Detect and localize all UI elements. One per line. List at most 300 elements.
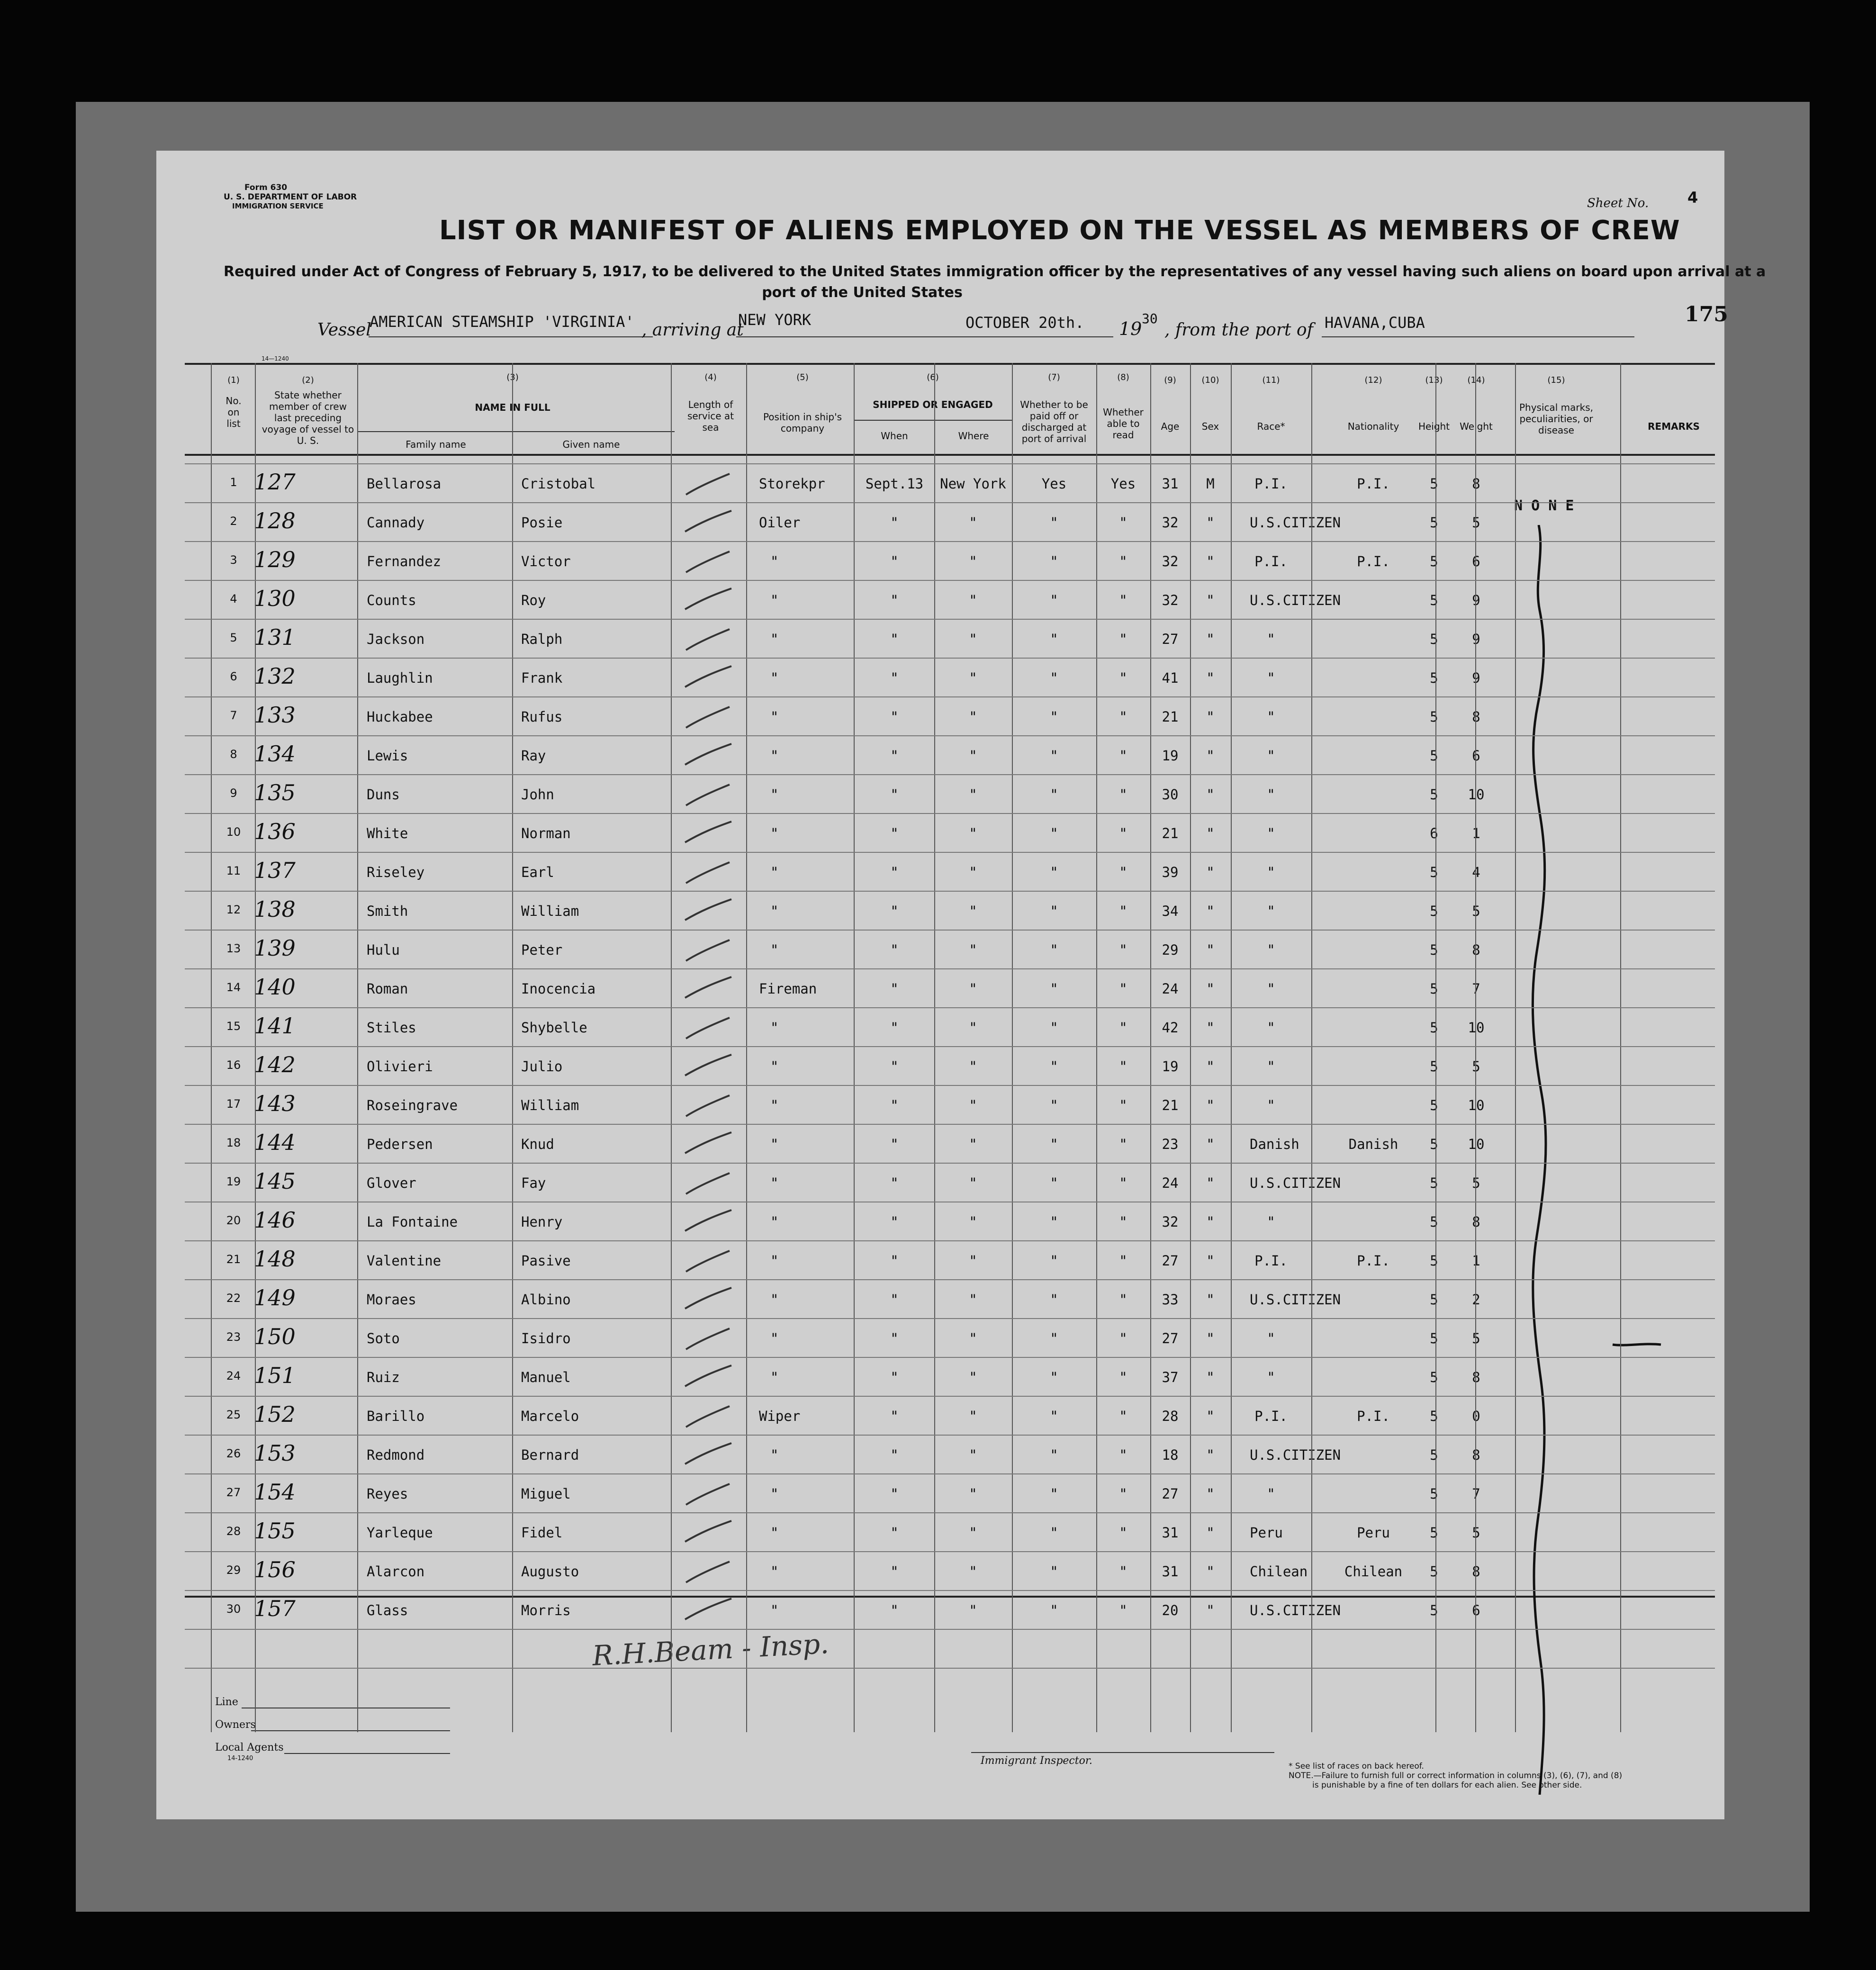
column-number: (12) xyxy=(1364,375,1382,385)
paid-off: " xyxy=(1050,709,1058,725)
shipped-when: " xyxy=(890,515,899,531)
name-header-divider xyxy=(357,431,675,432)
page-subtitle: Required under Act of Congress of February 5, 1917, to be delivered to the United States immigration officer by the representatives of any vessel having such aliens on board upon arrival at a xyxy=(224,263,1766,280)
shipped-where: " xyxy=(969,1292,977,1308)
age: 19 xyxy=(1162,1058,1179,1075)
sheet-number-label: Sheet No. xyxy=(1587,196,1649,210)
service-check-mark xyxy=(682,858,734,886)
given-name: Peter xyxy=(521,942,563,958)
service-check-mark xyxy=(682,1285,734,1313)
table-column-rule xyxy=(1311,363,1312,1732)
able-to-read: " xyxy=(1119,1602,1127,1618)
family-name: Smith xyxy=(367,903,408,919)
given-name: Manuel xyxy=(521,1369,571,1385)
service-check-mark xyxy=(682,1479,734,1508)
sex: " xyxy=(1206,592,1215,608)
table-row-rule xyxy=(185,1240,1715,1241)
table-row-rule xyxy=(185,930,1715,931)
row-number: 21 xyxy=(226,1253,241,1266)
paid-off: " xyxy=(1050,1369,1058,1385)
weight: 5 xyxy=(1472,1330,1480,1346)
family-name: Cannady xyxy=(367,515,425,531)
height: 5 xyxy=(1430,1525,1438,1541)
family-name: Stiles xyxy=(367,1020,416,1036)
shipped-where: " xyxy=(969,1369,977,1385)
given-name: Morris xyxy=(521,1602,571,1618)
column-number: (7) xyxy=(1048,372,1060,382)
weight: 5 xyxy=(1472,515,1480,531)
paid-off: " xyxy=(1050,942,1058,958)
crew-number: 156 xyxy=(254,1557,296,1582)
weight: 10 xyxy=(1468,786,1485,803)
header-family-name: Family name xyxy=(406,439,466,450)
service-check-mark xyxy=(682,469,734,497)
weight: 10 xyxy=(1468,1020,1485,1036)
table-row-rule xyxy=(185,1085,1715,1086)
table-column-rule xyxy=(512,363,513,1732)
table-row-rule xyxy=(185,1124,1715,1125)
weight: 0 xyxy=(1472,1408,1480,1424)
table-row-rule xyxy=(185,1357,1715,1358)
header-physical-marks: Physical marks, peculiarities, or disease xyxy=(1519,402,1594,436)
shipped-when: " xyxy=(890,864,899,880)
sex: " xyxy=(1206,1292,1215,1308)
race: " xyxy=(1267,786,1275,803)
shipped-where: " xyxy=(969,592,977,608)
crew-number: 142 xyxy=(254,1052,296,1077)
weight: 8 xyxy=(1472,709,1480,725)
family-name: Reyes xyxy=(367,1486,408,1502)
race: " xyxy=(1267,903,1275,919)
family-name: Glass xyxy=(367,1602,408,1618)
header-where: Where xyxy=(958,430,989,442)
weight: 2 xyxy=(1472,1292,1480,1308)
able-to-read: " xyxy=(1119,981,1127,997)
paid-off: " xyxy=(1050,786,1058,803)
sex: " xyxy=(1206,942,1215,958)
service-check-mark xyxy=(682,1246,734,1274)
given-name: Marcelo xyxy=(521,1408,579,1424)
sex: M xyxy=(1206,476,1215,492)
given-name: Augusto xyxy=(521,1563,579,1580)
family-name: Counts xyxy=(367,592,416,608)
note-races: * See list of races on back hereof. xyxy=(1289,1762,1424,1771)
position: " xyxy=(770,1292,779,1308)
row-number: 2 xyxy=(230,515,237,528)
height: 5 xyxy=(1430,1097,1438,1113)
family-name: Roseingrave xyxy=(367,1097,458,1113)
table-column-rule xyxy=(1150,363,1151,1732)
physical-marks-none: N O N E xyxy=(1514,497,1574,514)
header-sex: Sex xyxy=(1201,421,1219,432)
page-number: 175 xyxy=(1685,302,1728,326)
crew-number: 127 xyxy=(254,469,296,495)
service-check-mark xyxy=(682,935,734,964)
age: 21 xyxy=(1162,825,1179,841)
sex: " xyxy=(1206,1447,1215,1463)
column-number: (8) xyxy=(1117,372,1129,382)
able-to-read: " xyxy=(1119,515,1127,531)
row-number: 25 xyxy=(226,1408,241,1421)
height: 5 xyxy=(1430,631,1438,647)
age: 31 xyxy=(1162,1563,1179,1580)
height: 5 xyxy=(1430,748,1438,764)
sex: " xyxy=(1206,1214,1215,1230)
sex: " xyxy=(1206,631,1215,647)
row-number: 28 xyxy=(226,1525,241,1538)
able-to-read: " xyxy=(1119,1097,1127,1113)
height: 5 xyxy=(1430,1602,1438,1618)
service-check-mark xyxy=(682,974,734,1003)
shipped-when: " xyxy=(890,709,899,725)
table-column-rule xyxy=(1231,363,1232,1732)
shipped-when: " xyxy=(890,748,899,764)
table-row-rule xyxy=(185,774,1715,775)
position: " xyxy=(770,592,779,608)
given-name: John xyxy=(521,786,554,803)
row-number: 23 xyxy=(226,1330,241,1344)
shipped-where: " xyxy=(969,1020,977,1036)
footer-agents-underline xyxy=(284,1753,450,1754)
shipped-when: " xyxy=(890,631,899,647)
weight: 10 xyxy=(1468,1097,1485,1113)
table-row-rule xyxy=(185,1629,1715,1630)
date-underline xyxy=(962,336,1113,337)
able-to-read: " xyxy=(1119,1486,1127,1502)
crew-number: 151 xyxy=(254,1363,296,1388)
nationality: P.I. xyxy=(1357,1408,1390,1424)
crew-number: 153 xyxy=(254,1440,296,1466)
shipped-when: " xyxy=(890,981,899,997)
page-title: LIST OR MANIFEST OF ALIENS EMPLOYED ON THE VESSEL AS MEMBERS OF CREW xyxy=(439,215,1680,246)
able-to-read: " xyxy=(1119,1447,1127,1463)
table-row-rule xyxy=(185,1512,1715,1513)
age: 24 xyxy=(1162,1175,1179,1191)
header-name-in-full: NAME IN FULL xyxy=(475,402,550,413)
table-row-rule xyxy=(185,852,1715,853)
service-check-mark xyxy=(682,1091,734,1119)
height: 5 xyxy=(1430,1136,1438,1152)
position: " xyxy=(770,1058,779,1075)
shipped-where: " xyxy=(969,631,977,647)
small-form-mark: 14—1240 xyxy=(262,355,289,362)
table-column-rule xyxy=(1515,363,1516,1732)
height: 5 xyxy=(1430,1369,1438,1385)
row-number: 29 xyxy=(226,1563,241,1577)
position: " xyxy=(770,748,779,764)
crew-number: 154 xyxy=(254,1479,296,1505)
service-check-mark xyxy=(682,1440,734,1469)
table-bottom-border xyxy=(185,1596,1715,1598)
weight: 1 xyxy=(1472,825,1480,841)
weight: 1 xyxy=(1472,1253,1480,1269)
vessel-label: Vessel xyxy=(317,320,371,340)
height: 5 xyxy=(1430,1214,1438,1230)
family-name: Duns xyxy=(367,786,400,803)
given-name: Inocencia xyxy=(521,981,596,997)
paid-off: " xyxy=(1050,864,1058,880)
service-check-mark xyxy=(682,547,734,575)
table-column-rule xyxy=(854,363,855,1732)
paid-off: " xyxy=(1050,1525,1058,1541)
family-name: Jackson xyxy=(367,631,425,647)
vessel-name: AMERICAN STEAMSHIP 'VIRGINIA' xyxy=(370,313,634,331)
sex: " xyxy=(1206,515,1215,531)
sex: " xyxy=(1206,1020,1215,1036)
height: 5 xyxy=(1430,476,1438,492)
weight: 8 xyxy=(1472,1563,1480,1580)
column-number: (5) xyxy=(796,372,809,382)
table-row-rule xyxy=(185,696,1715,697)
age: 27 xyxy=(1162,631,1179,647)
crew-number: 139 xyxy=(254,935,296,961)
paid-off: " xyxy=(1050,825,1058,841)
age: 18 xyxy=(1162,1447,1179,1463)
shipped-where: " xyxy=(969,553,977,569)
race: " xyxy=(1267,1486,1275,1502)
family-name: Soto xyxy=(367,1330,400,1346)
shipped-where: " xyxy=(969,1214,977,1230)
age: 21 xyxy=(1162,1097,1179,1113)
service-check-mark xyxy=(682,1596,734,1624)
crew-number: 135 xyxy=(254,780,296,805)
race: U.S.CITIZEN xyxy=(1250,1175,1341,1191)
form-number: Form 630 xyxy=(244,183,288,192)
family-name: White xyxy=(367,825,408,841)
service-check-mark xyxy=(682,896,734,925)
shipped-where: New York xyxy=(940,476,1006,492)
column-number: (4) xyxy=(704,372,717,382)
weight: 8 xyxy=(1472,1447,1480,1463)
header-shipped-or-engaged: SHIPPED OR ENGAGED xyxy=(873,399,993,410)
table-row-rule xyxy=(185,502,1715,503)
shipped-where: " xyxy=(969,1058,977,1075)
crew-number: 150 xyxy=(254,1324,296,1349)
race: " xyxy=(1267,1020,1275,1036)
sex: " xyxy=(1206,1175,1215,1191)
sex: " xyxy=(1206,1136,1215,1152)
position: " xyxy=(770,864,779,880)
sex: " xyxy=(1206,553,1215,569)
sex: " xyxy=(1206,1602,1215,1618)
shipped-when: " xyxy=(890,670,899,686)
race: " xyxy=(1267,709,1275,725)
shipped-when: " xyxy=(890,1214,899,1230)
age: 21 xyxy=(1162,709,1179,725)
sex: " xyxy=(1206,748,1215,764)
position: " xyxy=(770,1486,779,1502)
weight: 6 xyxy=(1472,553,1480,569)
row-number: 6 xyxy=(230,670,237,683)
footer-line-label: Line xyxy=(215,1696,238,1708)
service-check-mark xyxy=(682,1324,734,1352)
race: " xyxy=(1267,942,1275,958)
family-name: Redmond xyxy=(367,1447,425,1463)
age: 24 xyxy=(1162,981,1179,997)
service-check-mark xyxy=(682,1363,734,1391)
race: Peru xyxy=(1250,1525,1283,1541)
department-label: U. S. DEPARTMENT OF LABOR xyxy=(224,192,357,202)
row-number: 11 xyxy=(226,864,241,877)
age: 27 xyxy=(1162,1486,1179,1502)
paid-off: " xyxy=(1050,1330,1058,1346)
shipped-where: " xyxy=(969,748,977,764)
given-name: Bernard xyxy=(521,1447,579,1463)
family-name: Fernandez xyxy=(367,553,442,569)
position: " xyxy=(770,631,779,647)
shipped-where: " xyxy=(969,786,977,803)
weight: 8 xyxy=(1472,476,1480,492)
sex: " xyxy=(1206,1369,1215,1385)
position: " xyxy=(770,942,779,958)
table-row-rule xyxy=(185,1046,1715,1047)
shipped-when: " xyxy=(890,553,899,569)
age: 28 xyxy=(1162,1408,1179,1424)
height: 5 xyxy=(1430,670,1438,686)
sex: " xyxy=(1206,1253,1215,1269)
shipped-where: " xyxy=(969,515,977,531)
shipped-where: " xyxy=(969,864,977,880)
height: 5 xyxy=(1430,592,1438,608)
table-row-rule xyxy=(185,580,1715,581)
weight: 6 xyxy=(1472,1602,1480,1618)
note-fine-1: NOTE.—Failure to furnish full or correct information in columns (3), (6), (7), and (8) xyxy=(1289,1771,1623,1780)
service-check-mark xyxy=(682,819,734,847)
header-able-to-read: Whether able to read xyxy=(1103,407,1144,441)
able-to-read: " xyxy=(1119,1020,1127,1036)
table-column-rule xyxy=(357,363,358,1732)
shipped-where: " xyxy=(969,1602,977,1618)
paid-off: " xyxy=(1050,1097,1058,1113)
position: " xyxy=(770,1330,779,1346)
given-name: Fay xyxy=(521,1175,546,1191)
weight: 9 xyxy=(1472,670,1480,686)
race: " xyxy=(1267,631,1275,647)
race: U.S.CITIZEN xyxy=(1250,515,1341,531)
header-height: Height xyxy=(1418,421,1450,432)
age: 31 xyxy=(1162,476,1179,492)
weight: 9 xyxy=(1472,592,1480,608)
table-row-rule xyxy=(185,541,1715,542)
table-column-rule xyxy=(934,363,935,1732)
sex: " xyxy=(1206,825,1215,841)
table-column-rule xyxy=(255,363,256,1732)
shipped-where: " xyxy=(969,825,977,841)
row-number: 13 xyxy=(226,942,241,955)
sex: " xyxy=(1206,981,1215,997)
given-name: Rufus xyxy=(521,709,563,725)
position: Oiler xyxy=(759,515,801,531)
position: " xyxy=(770,1447,779,1463)
row-number: 9 xyxy=(230,786,237,800)
given-name: Ray xyxy=(521,748,546,764)
footer-owners-label: Owners xyxy=(215,1719,256,1731)
paid-off: " xyxy=(1050,592,1058,608)
shipped-when: " xyxy=(890,1136,899,1152)
family-name: Pedersen xyxy=(367,1136,433,1152)
shipped-when: " xyxy=(890,1447,899,1463)
header-previous-voyage: State whether member of crew last preceding voyage of vessel to U. S. xyxy=(262,389,354,446)
service-check-mark xyxy=(682,1168,734,1197)
table-row-rule xyxy=(185,1668,1715,1669)
sex: " xyxy=(1206,1563,1215,1580)
table-top-border xyxy=(185,363,1715,365)
shipped-when: " xyxy=(890,786,899,803)
race: " xyxy=(1267,1214,1275,1230)
height: 5 xyxy=(1430,1292,1438,1308)
sex: " xyxy=(1206,1525,1215,1541)
crew-number: 133 xyxy=(254,702,296,728)
age: 27 xyxy=(1162,1253,1179,1269)
weight: 5 xyxy=(1472,1058,1480,1075)
shipped-where: " xyxy=(969,942,977,958)
height: 5 xyxy=(1430,1486,1438,1502)
service-check-mark xyxy=(682,1557,734,1585)
family-name: Laughlin xyxy=(367,670,433,686)
shipped-when: " xyxy=(890,942,899,958)
able-to-read: " xyxy=(1119,709,1127,725)
paid-off: " xyxy=(1050,1175,1058,1191)
table-row-rule xyxy=(185,1551,1715,1552)
given-name: William xyxy=(521,1097,579,1113)
sex: " xyxy=(1206,864,1215,880)
table-row-rule xyxy=(185,1163,1715,1164)
crew-number: 152 xyxy=(254,1401,296,1427)
manifest-sheet xyxy=(156,151,1766,1819)
able-to-read: " xyxy=(1119,670,1127,686)
given-name: Miguel xyxy=(521,1486,571,1502)
shipped-where: " xyxy=(969,1253,977,1269)
shipped-where: " xyxy=(969,1330,977,1346)
shipped-where: " xyxy=(969,1486,977,1502)
able-to-read: " xyxy=(1119,553,1127,569)
able-to-read: " xyxy=(1119,1292,1127,1308)
crew-number: 128 xyxy=(254,508,296,533)
position: " xyxy=(770,1602,779,1618)
position: " xyxy=(770,709,779,725)
crew-number: 129 xyxy=(254,547,296,572)
family-name: Yarleque xyxy=(367,1525,433,1541)
race: P.I. xyxy=(1254,1253,1288,1269)
able-to-read: " xyxy=(1119,1214,1127,1230)
crew-number: 140 xyxy=(254,974,296,1000)
able-to-read: " xyxy=(1119,1330,1127,1346)
family-name: Valentine xyxy=(367,1253,442,1269)
sex: " xyxy=(1206,1486,1215,1502)
shipped-where: " xyxy=(969,1408,977,1424)
weight: 4 xyxy=(1472,864,1480,880)
header-paid-off: Whether to be paid off or discharged at port of arrival xyxy=(1020,399,1088,444)
able-to-read: " xyxy=(1119,1525,1127,1541)
age: 37 xyxy=(1162,1369,1179,1385)
age: 32 xyxy=(1162,592,1179,608)
table-row-rule xyxy=(185,619,1715,620)
family-name: Barillo xyxy=(367,1408,425,1424)
shipped-when: " xyxy=(890,1602,899,1618)
weight: 7 xyxy=(1472,981,1480,997)
position: " xyxy=(770,1525,779,1541)
table-column-rule xyxy=(746,363,747,1732)
family-name: Ruiz xyxy=(367,1369,400,1385)
paid-off: " xyxy=(1050,670,1058,686)
paid-off: " xyxy=(1050,1058,1058,1075)
age: 23 xyxy=(1162,1136,1179,1152)
paid-off: " xyxy=(1050,981,1058,997)
shipped-where: " xyxy=(969,1447,977,1463)
family-name: La Fontaine xyxy=(367,1214,458,1230)
column-number: (13) xyxy=(1425,375,1443,385)
race: U.S.CITIZEN xyxy=(1250,1292,1341,1308)
